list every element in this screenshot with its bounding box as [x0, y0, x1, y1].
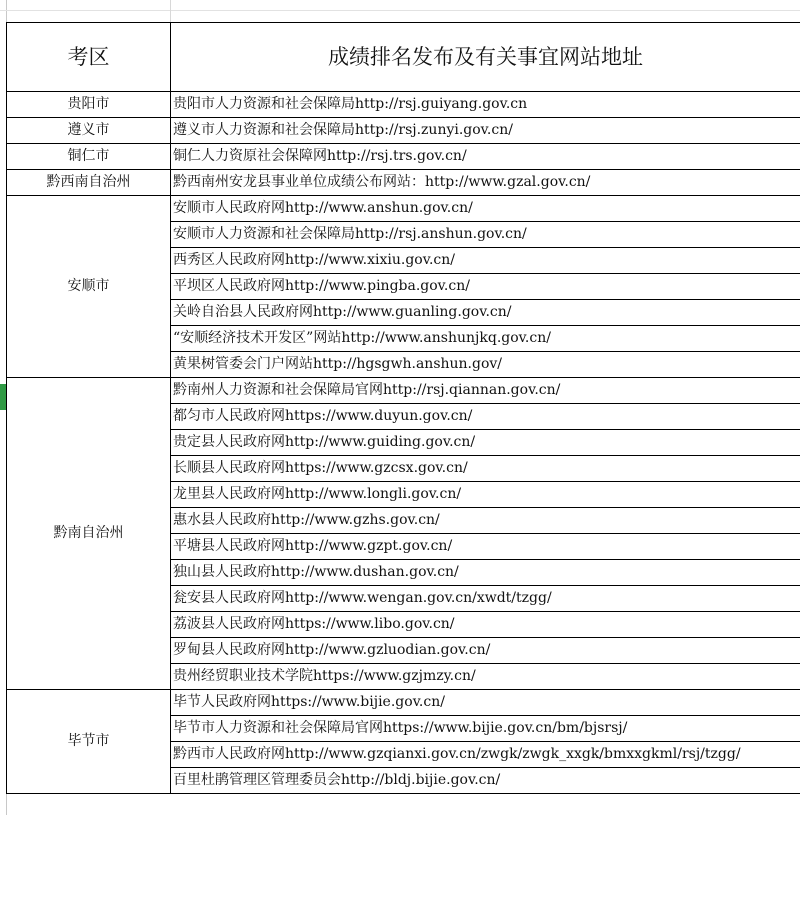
site-cell[interactable]: 黔西市人民政府网http://www.gzqianxi.gov.cn/zwgk/zwgk_xxgk/bmxxgkml/rsj/tzgg/	[171, 742, 800, 768]
site-cell[interactable]: 黔西南州安龙县事业单位成绩公布网站：http://www.gzal.gov.cn/	[171, 170, 800, 196]
site-cell[interactable]: 安顺市人力资源和社会保障局http://rsj.anshun.gov.cn/	[171, 222, 800, 248]
site-cell[interactable]: 瓮安县人民政府网http://www.wengan.gov.cn/xwdt/tzgg/	[171, 586, 800, 612]
site-cell[interactable]: 龙里县人民政府网http://www.longli.gov.cn/	[171, 482, 800, 508]
district-cell[interactable]: 黔西南自治州	[7, 170, 171, 196]
table-row	[7, 118, 800, 144]
site-column-header[interactable]: 成绩排名发布及有关事宜网站地址	[171, 23, 800, 92]
site-cell[interactable]: 贵定县人民政府网http://www.guiding.gov.cn/	[171, 430, 800, 456]
site-cell[interactable]: 都匀市人民政府网https://www.duyun.gov.cn/	[171, 404, 800, 430]
table-body	[7, 92, 800, 794]
site-cell[interactable]: 长顺县人民政府网https://www.gzcsx.gov.cn/	[171, 456, 800, 482]
site-cell[interactable]: 黔南州人力资源和社会保障局官网http://rsj.qiannan.gov.cn/	[171, 378, 800, 404]
site-cell[interactable]: 黄果树管委会门户网站http://hgsgwh.anshun.gov/	[171, 352, 800, 378]
site-cell[interactable]: 百里杜鹃管理区管理委员会http://bldj.bijie.gov.cn/	[171, 768, 800, 794]
site-cell[interactable]: 安顺市人民政府网http://www.anshun.gov.cn/	[171, 196, 800, 222]
table-row	[7, 144, 800, 170]
district-cell[interactable]: 贵阳市	[7, 92, 171, 118]
site-cell[interactable]: 贵阳市人力资源和社会保障局http://rsj.guiyang.gov.cn	[171, 92, 800, 118]
site-cell[interactable]: 平塘县人民政府网http://www.gzpt.gov.cn/	[171, 534, 800, 560]
site-cell[interactable]: 独山县人民政府http://www.dushan.gov.cn/	[171, 560, 800, 586]
district-cell[interactable]: 毕节市	[7, 690, 171, 794]
column-header-border	[0, 10, 800, 11]
site-cell[interactable]: 贵州经贸职业技术学院https://www.gzjmzy.cn/	[171, 664, 800, 690]
site-cell[interactable]: 平坝区人民政府网http://www.pingba.gov.cn/	[171, 274, 800, 300]
site-cell[interactable]: 罗甸县人民政府网http://www.gzluodian.gov.cn/	[171, 638, 800, 664]
site-cell[interactable]: 惠水县人民政府http://www.gzhs.gov.cn/	[171, 508, 800, 534]
score-release-sites-table	[6, 22, 800, 794]
site-cell[interactable]: 铜仁人力资原社会保障网http://rsj.trs.gov.cn/	[171, 144, 800, 170]
district-cell[interactable]: 铜仁市	[7, 144, 171, 170]
column-divider	[170, 0, 171, 22]
site-cell[interactable]: 西秀区人民政府网http://www.xixiu.gov.cn/	[171, 248, 800, 274]
table-row	[7, 690, 800, 716]
table-row	[7, 170, 800, 196]
table-row	[7, 92, 800, 118]
table-row	[7, 196, 800, 222]
site-cell[interactable]: 荔波县人民政府网https://www.libo.gov.cn/	[171, 612, 800, 638]
district-cell[interactable]: 安顺市	[7, 196, 171, 378]
site-cell[interactable]: 毕节人民政府网https://www.bijie.gov.cn/	[171, 690, 800, 716]
site-cell[interactable]: 遵义市人力资源和社会保障局http://rsj.zunyi.gov.cn/	[171, 118, 800, 144]
table-row	[7, 378, 800, 404]
site-cell[interactable]: “安顺经济技术开发区”网站http://www.anshunjkq.gov.cn/	[171, 326, 800, 352]
site-cell[interactable]: 关岭自治县人民政府网http://www.guanling.gov.cn/	[171, 300, 800, 326]
district-column-header[interactable]: 考区	[7, 23, 171, 92]
district-cell[interactable]: 遵义市	[7, 118, 171, 144]
header-row	[7, 23, 800, 92]
district-cell[interactable]: 黔南自治州	[7, 378, 171, 690]
site-cell[interactable]: 毕节市人力资源和社会保障局官网https://www.bijie.gov.cn/bm/bjsrsj/	[171, 716, 800, 742]
